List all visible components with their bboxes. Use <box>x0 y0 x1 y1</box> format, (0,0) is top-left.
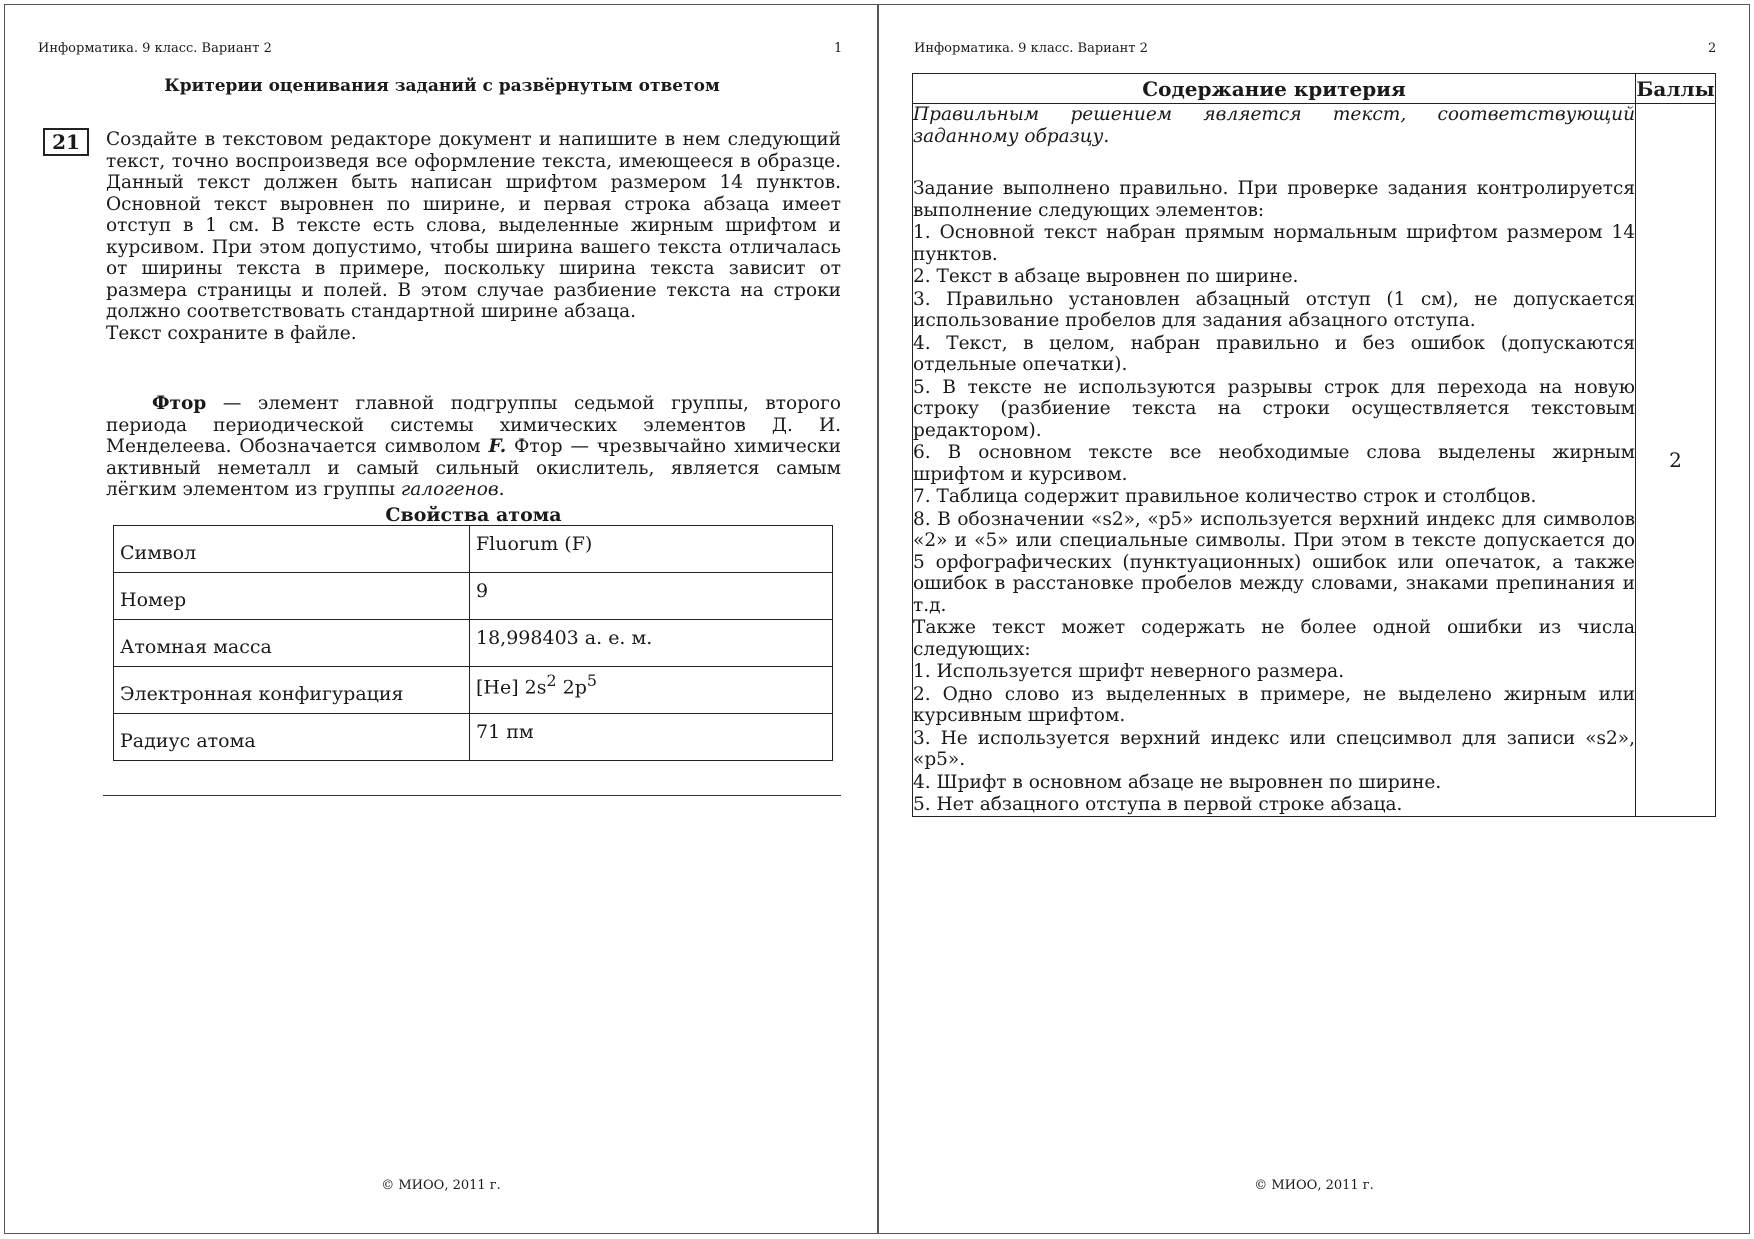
task-text-block <box>106 129 841 344</box>
table-row <box>114 620 833 667</box>
criteria-item: 1. Основной текст набран прямым нормальным шрифтом размером 14 пунктов. <box>913 222 1635 265</box>
page-2 <box>878 4 1750 1234</box>
sample-text-part2: Фтор — чрезвычайно химически активный неметалл и самый сильный окислитель, является самым лёгким элементом из группы <box>106 436 841 500</box>
page-footer: © МИОО, 2011 г. <box>381 1178 501 1193</box>
property-name: Атомная масса <box>114 620 470 667</box>
criteria-item: 2. Текст в абзаце выровнен по ширине. <box>913 266 1299 287</box>
criteria-item: 6. В основном тексте все необходимые слова выделены жирным шрифтом и курсивом. <box>913 442 1635 485</box>
criteria-table <box>912 73 1716 817</box>
config-sup2: 5 <box>586 671 597 691</box>
sample-text-end: . <box>498 479 505 500</box>
table-caption: Свойства атома <box>385 504 562 526</box>
config-sup1: 2 <box>546 671 557 691</box>
page-number: 2 <box>1708 41 1717 56</box>
criteria-intro: Правильным решением является текст, соответствующий заданному образцу. <box>913 104 1635 147</box>
sample-text-part1: — элемент главной подгруппы седьмой группы, второго периода периодической системы химических элементов Д. И. Менделеева. Обозначается символом <box>106 393 841 457</box>
task-number-box: 21 <box>43 128 89 156</box>
criteria-item: 4. Текст, в целом, набран правильно и без ошибок (допускаются отдельные опечатки). <box>913 332 1635 375</box>
sample-italic-word: галогенов <box>400 479 499 500</box>
page-number: 1 <box>834 41 843 56</box>
error-item: 2. Одно слово из выделенных в примере, не выделено жирным или курсивным шрифтом. <box>913 683 1635 726</box>
table-row <box>114 526 833 573</box>
error-item: 3. Не используется верхний индекс или спецсимвол для записи «s2», «p5». <box>913 727 1635 770</box>
table-row <box>913 104 1716 817</box>
criteria-item: 8. В обозначении «s2», «p5» используется верхний индекс для символов «2» и «5» или специальные символы. При этом в тексте допускается до 5 орфографических (пунктуационных) ошибок или опечаток, а также ошибок в расстановке пробелов между словами, знаками препинания и т.д. <box>913 508 1635 616</box>
property-name: Символ <box>114 526 470 573</box>
table-header-row <box>913 74 1716 104</box>
property-name: Номер <box>114 573 470 620</box>
task-description: Создайте в текстовом редакторе документ и напишите в нем следующий текст, точно воспроизведя все оформление текста, имеющееся в образце. Данный текст должен быть написан шрифтом размером 14 пунктов. Основной текст выровнен по ширине, и первая строка абзаца имеет отступ в 1 см. В тексте есть слова, выделенные жирным шрифтом и курсивом. При этом допустимо, чтобы ширина вашего текста отличалась от ширины текста в примере, поскольку ширина текста зависит от размера страницы и полей. В этом случае разбиение текста на строки должно соответствовать стандартной ширине абзаца. <box>106 129 841 322</box>
criteria-item: 7. Таблица содержит правильное количество строк и столбцов. <box>913 486 1537 507</box>
page-footer: © МИОО, 2011 г. <box>1254 1178 1374 1193</box>
table-row <box>114 714 833 761</box>
property-value-config <box>470 667 833 714</box>
column-header-score: Баллы <box>1636 74 1716 104</box>
criteria-item: 3. Правильно установлен абзацный отступ (1 см), не допускается использование пробелов для задания абзацного отступа. <box>913 288 1635 331</box>
atom-properties-table <box>113 525 833 761</box>
config-part1: [He] 2s <box>476 676 547 699</box>
sample-symbol: F. <box>488 436 507 457</box>
error-item: 5. Нет абзацного отступа в первой строке абзаца. <box>913 794 1403 815</box>
criteria-lead: Задание выполнено правильно. При проверке задания контролируется выполнение следующих элементов: <box>913 178 1635 221</box>
sample-bold-word: Фтор <box>152 393 207 414</box>
criteria-also: Также текст может содержать не более одной ошибки из числа следующих: <box>913 617 1635 660</box>
sample-paragraph <box>106 393 841 501</box>
criteria-content <box>913 104 1636 817</box>
page-1 <box>4 4 878 1234</box>
property-value: 9 <box>470 573 833 620</box>
page-title: Критерии оценивания заданий с развёрнутым ответом <box>164 76 720 96</box>
error-item: 1. Используется шрифт неверного размера. <box>913 661 1345 682</box>
horizontal-rule <box>103 795 841 796</box>
page-header: Информатика. 9 класс. Вариант 2 <box>38 41 272 56</box>
property-value: 71 пм <box>470 714 833 761</box>
table-row <box>114 667 833 714</box>
criteria-score: 2 <box>1636 104 1716 817</box>
column-header-content: Содержание критерия <box>913 74 1636 104</box>
property-name: Электронная конфигурация <box>114 667 470 714</box>
property-value: Fluorum (F) <box>470 526 833 573</box>
task-save-instruction: Текст сохраните в файле. <box>106 322 357 344</box>
page-header: Информатика. 9 класс. Вариант 2 <box>914 41 1148 56</box>
property-name: Радиус атома <box>114 714 470 761</box>
criteria-item: 5. В тексте не используются разрывы строк для перехода на новую строку (разбиение текста на строки осуществляется текстовым редактором). <box>913 376 1635 441</box>
config-part2: 2p <box>556 676 587 699</box>
property-value: 18,998403 а. е. м. <box>470 620 833 667</box>
error-item: 4. Шрифт в основном абзаце не выровнен по ширине. <box>913 771 1442 793</box>
table-row <box>114 573 833 620</box>
